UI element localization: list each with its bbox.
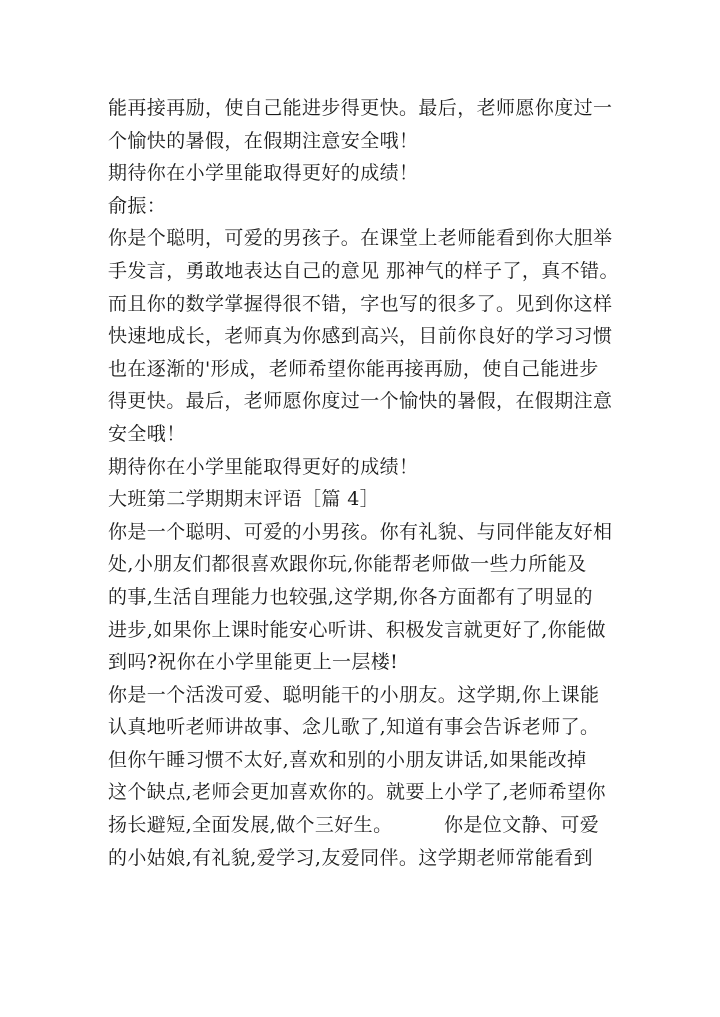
text-line: 能再接再励，使自己能进步得更快。最后，老师愿你度过一 xyxy=(108,97,613,119)
text-line: 你是一个活泼可爱、聪明能干的小朋友。这学期,你上课能 xyxy=(108,683,600,706)
text-line: 手发言，勇敢地表达自己的意见 那神气的样子了，真不错。 xyxy=(108,259,619,282)
section-heading: 大班第二学期期末评语［篇 4］ xyxy=(108,488,380,511)
text-line: 你是个聪明，可爱的男孩子。在课堂上老师能看到你大胆举 xyxy=(108,227,613,250)
text-line: 而且你的数学掌握得很不错，字也写的很多了。见到你这样 xyxy=(108,292,613,315)
text-line: 但你午睡习惯不太好,喜欢和别的小朋友讲话,如果能改掉 xyxy=(108,748,587,771)
text-line: 期待你在小学里能取得更好的成绩！ xyxy=(108,162,419,185)
text-line: 这个缺点,老师会更加喜欢你的。就要上小学了,老师希望你 xyxy=(108,781,606,804)
text-line: 快速地成长，老师真为你感到高兴，目前你良好的学习习惯 xyxy=(108,325,613,348)
text-line: 扬长避短,全面发展,做个三好生。 你是位文静、可爱 xyxy=(108,814,600,837)
text-line: 个愉快的暑假，在假期注意安全哦！ xyxy=(108,129,419,152)
document-body xyxy=(108,92,628,874)
text-line: 的事,生活自理能力也较强,这学期,你各方面都有了明显的 xyxy=(108,585,593,608)
text-line: 进步,如果你上课时能安心听讲、积极发言就更好了,你能做 xyxy=(108,618,606,641)
student-name-heading: 俞振： xyxy=(108,194,167,217)
text-line: 得更快。最后，老师愿你度过一个愉快的暑假，在假期注意 xyxy=(108,390,613,413)
text-line: 安全哦！ xyxy=(108,422,186,445)
text-line: 你是一个聪明、可爱的小男孩。你有礼貌、与同伴能友好相 xyxy=(108,520,613,543)
text-line: 也在逐渐的'形成，老师希望你能再接再励，使自己能进步 xyxy=(108,357,599,380)
text-line: 期待你在小学里能取得更好的成绩！ xyxy=(108,455,419,478)
text-line: 认真地听老师讲故事、念儿歌了,知道有事会告诉老师了。 xyxy=(108,716,600,739)
text-line: 处,小朋友们都很喜欢跟你玩,你能帮老师做一些力所能及 xyxy=(108,553,587,576)
text-line: 到吗?祝你在小学里能更上一层楼! xyxy=(108,651,399,674)
text-line: 的小姑娘,有礼貌,爱学习,友爱同伴。这学期老师常能看到 xyxy=(108,846,593,869)
